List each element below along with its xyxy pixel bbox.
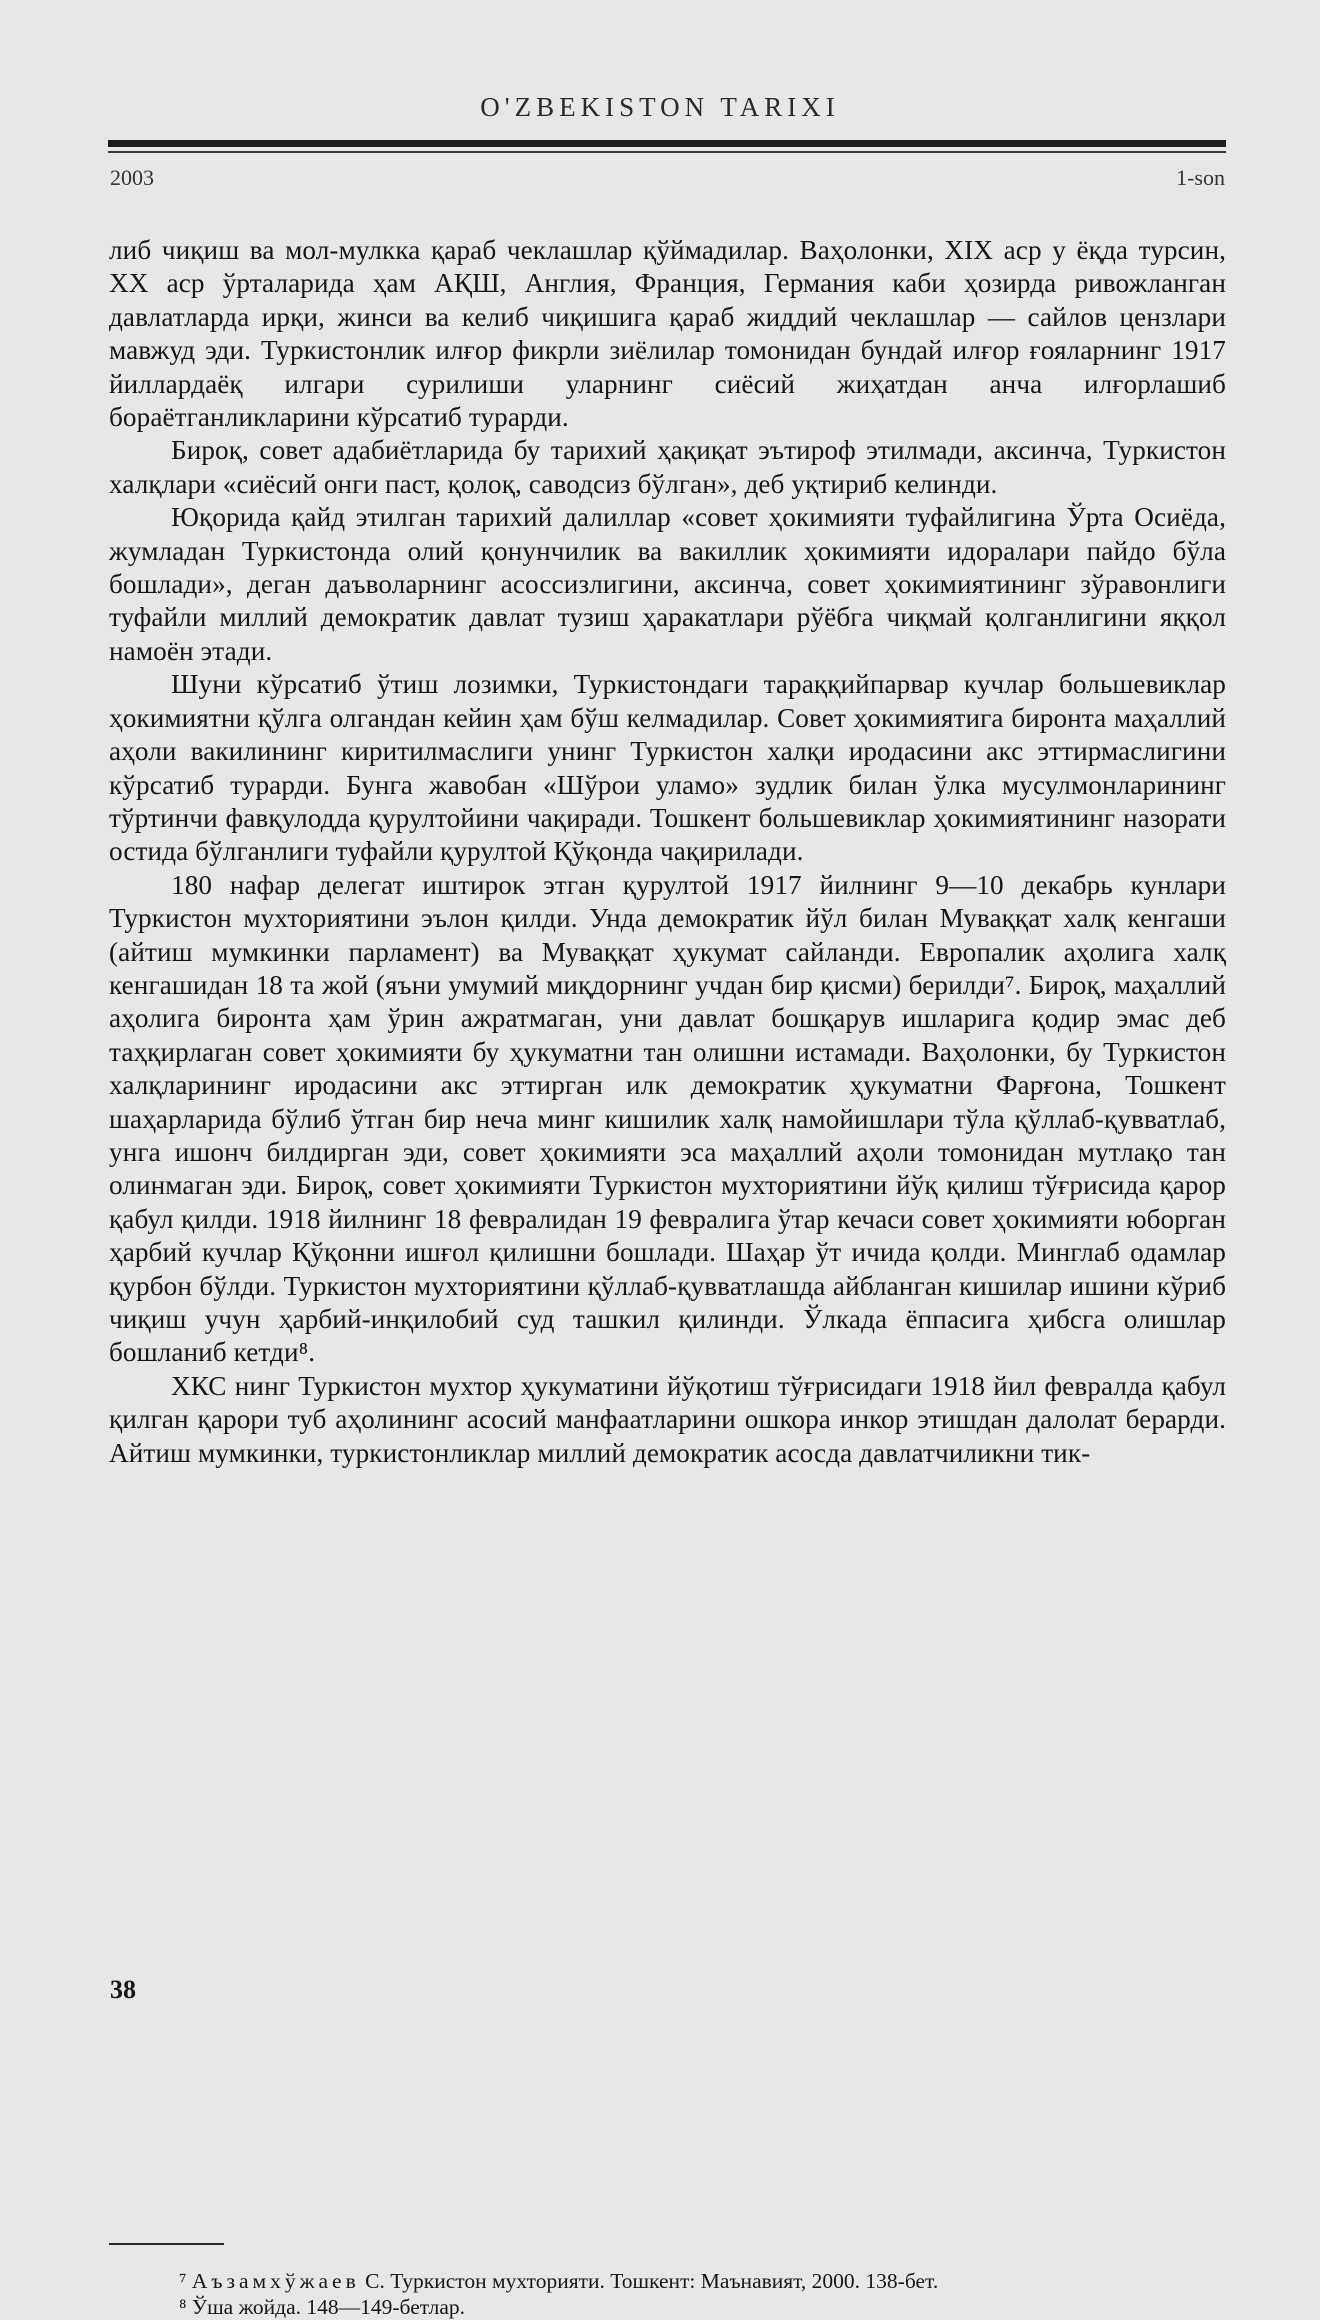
header-rule-thin xyxy=(108,151,1226,153)
body-text xyxy=(109,234,1226,1470)
paragraph: 180 нафар делегат иштирок этган қурултой 1917 йилнинг 9—10 декабрь кунлари Туркистон мухториятини эълон қилди. Унда демократик йўл билан Муваққат халқ кенгаши (айтиш мумкинки парламент) ва Муваққат ҳукумат сайланди. Европалик аҳолига халқ кенгашидан 18 та жой (яъни умумий миқдорнинг учдан бир қисми) берилди⁷. Бироқ, маҳаллий аҳолига биронта ҳам ўрин ажратмаган, уни давлат бошқарув ишларига қодир эмас деб таҳқирлаган совет ҳокимияти бу ҳукуматни тан олишни истамади. Ваҳолонки, бу Туркистон халқларининг иродасини акс эттирган илк демократик ҳукуматни Фарғона, Тошкент шаҳарларида бўлиб ўтган бир неча минг кишилик халқ намойишлари тўла қўллаб-қувватлаб, унга ишонч билдирган эди, совет ҳокимияти эса маҳаллий аҳоли томонидан мутлақо тан олинмаган эди. Бироқ, совет ҳокимияти Туркистон мухториятини йўқ қилиш тўғрисида қарор қабул қилди. 1918 йилнинг 18 февралидан 19 февралига ўтар кечаси совет ҳокимияти юборган ҳарбий кучлар Қўқонни ишғол қилишни бошлади. Шаҳар ўт ичида қолди. Минглаб одамлар қурбон бўлди. Туркистон мухториятини қўллаб-қувватлашда айбланган кишилар ишини кўриб чиқиш учун ҳарбий-инқилобий суд ташкил қилинди. Ўлкада ёппасига ҳибсга олишлар бошланиб кетди⁸. xyxy=(109,869,1226,1368)
header-issue: 1-son xyxy=(1176,165,1225,190)
journal-title: O'ZBEKISTON TARIXI xyxy=(480,92,840,122)
paragraph: Бироқ, совет адабиётларида бу тарихий ҳақиқат эътироф этилмади, аксинча, Туркистон халқлари «сиёсий онги паст, қолоқ, саводсиз бўлган», деб уқтириб келинди. xyxy=(109,435,1226,499)
footnote-7-text: С. Туркистон мухторияти. Тошкент: Маънавият, 2000. 138-бет. xyxy=(365,2269,939,2293)
header-rule-thick xyxy=(108,140,1226,147)
footnote-7 xyxy=(109,2268,1226,2294)
footnote-7-author: Аъзамхўжаев xyxy=(191,2269,360,2293)
footnote-8: ⁸ Ўша жойда. 148—149-бетлар. xyxy=(179,2295,465,2319)
header-year: 2003 xyxy=(110,165,154,190)
footnote-separator xyxy=(109,2243,224,2245)
footnote-7-mark: ⁷ xyxy=(179,2269,187,2293)
paragraph: Шуни кўрсатиб ўтиш лозимки, Туркистондаги тараққийпарвар кучлар большевиклар ҳокимиятни қўлга олгандан кейин ҳам бўш келмадилар. Совет ҳокимиятига биронта маҳаллий аҳоли вакилининг киритилмаслиги унинг Туркистон халқи иродасини акс эттирмаслигини кўрсатиб турарди. Бунга жавобан «Шўрои уламо» зудлик билан ўлка мусулмонларининг тўртинчи фавқулодда қурултойини чақиради. Тошкент большевиклар ҳокимиятининг назорати остида бўлганлиги туфайли қурултой Қўқонда чақирилади. xyxy=(109,669,1226,867)
footnotes xyxy=(109,2268,1226,2320)
paragraph: Юқорида қайд этилган тарихий далиллар «совет ҳокимияти туфайлигина Ўрта Осиёда, жумладан Туркистонда олий қонунчилик ва вакиллик ҳокимияти идоралари пайдо бўла бошлади», деган даъволарнинг асоссизлигини, аксинча, совет ҳокимиятининг зўравонлиги туфайли миллий демократик давлат тузиш ҳаракатлари рўёбга чиқмай қолганлигини яққол намоён этади. xyxy=(109,502,1226,666)
page-number: 38 xyxy=(110,1975,136,2004)
paragraph: ХКС нинг Туркистон мухтор ҳукуматини йўқотиш тўғрисидаги 1918 йил февралда қабул қилган қарори туб аҳолининг асосий манфаатларини ошкора инкор этишдан далолат берарди. Айтиш мумкинки, туркистонликлар миллий демократик асосда давлатчиликни тик- xyxy=(109,1370,1226,1468)
paragraph: либ чиқиш ва мол-мулкка қараб чеклашлар қўймадилар. Ваҳолонки, XIX аср у ёқда турсин, XX аср ўрталарида ҳам АҚШ, Англия, Франция, Германия каби ҳозирда ривожланган давлатларда ирқи, жинси ва келиб чиқишига қараб жиддий чеклашлар — сайлов цензлари мавжуд эди. Туркистонлик илғор фикрли зиёлилар томонидан бундай илғор ғояларнинг 1917 йиллардаёқ илгари сурилиши уларнинг сиёсий жиҳатдан анча илғорлашиб бораётганликларини кўрсатиб турарди. xyxy=(109,235,1226,433)
